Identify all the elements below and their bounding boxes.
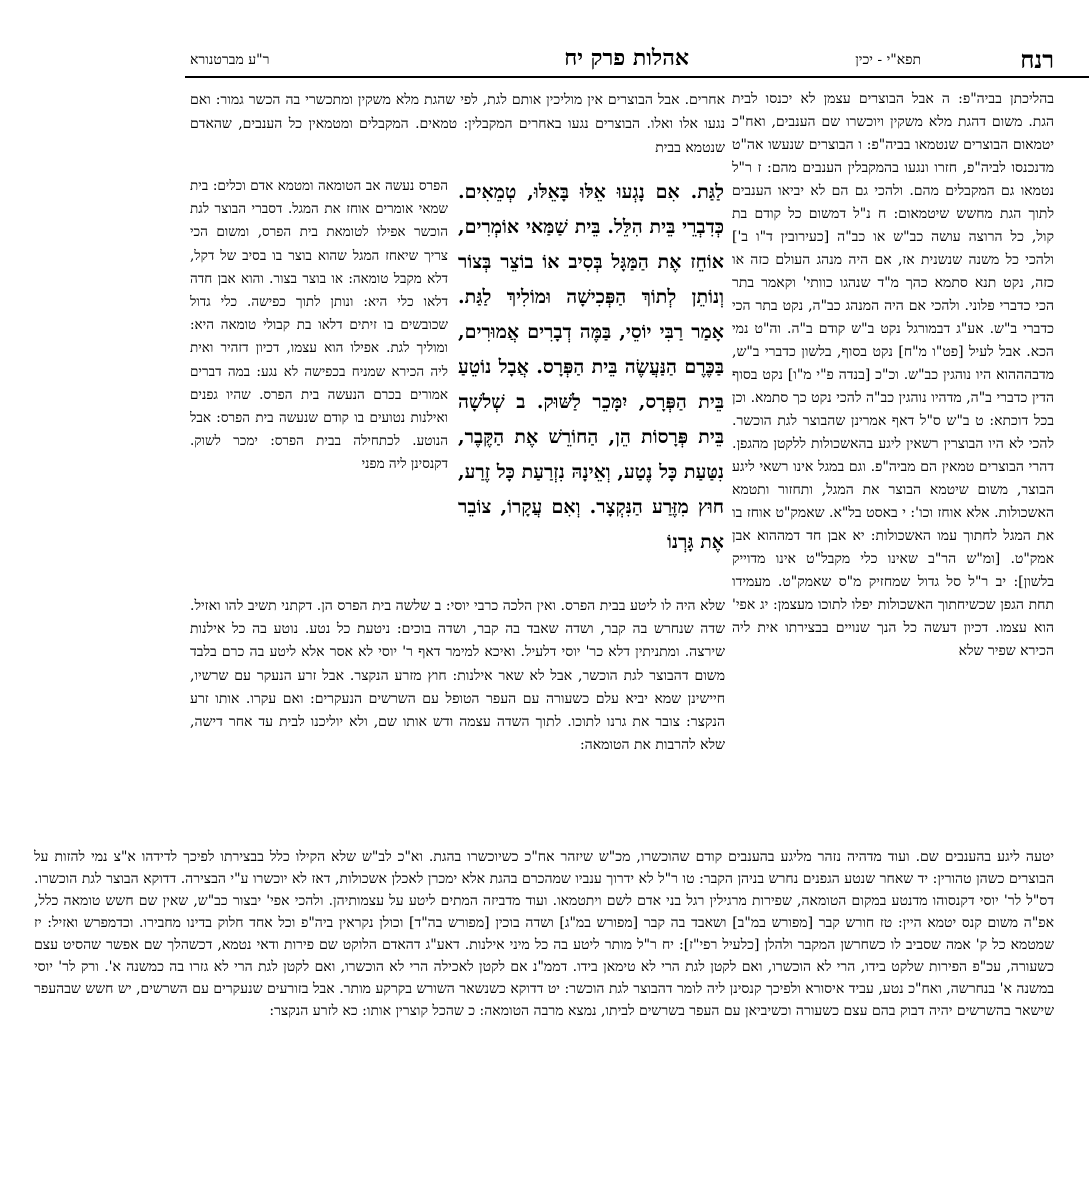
bartenura-side-column: הפרס נעשה אב הטומאה ומטמא אדם וכלים: בית שמאי אומרים אוחז את המגל. דסברי הבוצר לגת הוכשר אפילו לטומאת בית הפרס, ומשום הכי צריך שיאחז המגל שהוא בוצר בו בסיב של דקל, דלא מקבל טומאה: או בוצר בצור. והוא אבן חדה דלאו כלי היא: ונותן לתוך כפישה. כלי גדול שכובשים בו זיתים דלאו בת קבולי טומאה היא: ומוליך לגת. אפילו הוא עצמו, דכיון דזהיר ואית ליה הכירא שמניח בכפישה לא נגע: במה דברים אמורים בכרם הנעשה בית הפרס. שהיו גפנים ואילנות נטועים בו קודם שנעשה בית הפרס: אבל הנוטע. לכתחילה בבית הפרס: ימכר לשוק. דקנסינן ליה מפני — [190, 178, 448, 473]
mishnah-text: לַגַּת. אִם נָגְעוּ אֵלּוּ בָּאֵלּוּ, טְמֵאִים. כְּדִבְרֵי בֵּית הִלֵּל. בֵּית שַׁמַּאי אוֹמְרִים, אוֹחֵז אֶת הַמַּגָּל בְּסִיב אוֹ בוֹצֵר בְּצוֹר וְנוֹתֵן לְתוֹךְ הַפְּכִישָׁה וּמוֹלִיךְ לַגַּת. אָמַר רַבִּי יוֹסֵי, בַּמֶּה דְבָרִים אֲמוּרִים, בַּכֶּרֶם הַנַּעֲשֶׂה בֵּית הַפְּרָס. אֲבָל נוֹטֵעַ בֵּית הַפְּרָס, יִמָּכֵר לַשּׁוּק. ב שְׁלשָׁה בֵּית פְּרָסוֹת הֵן, הַחוֹרֵשׁ אֶת הַקֶּבֶר, נִטַּעַת כָּל נֶטַע, וְאֵינָהּ נִזְרַעַת כָּל זֶרַע, חוּץ מִזֶּרַע הַנִּקְצָר. וְאִם עֲקָרוֹ, צוֹבֵר אֶת גָּרְנוֹ — [458, 181, 724, 553]
footer-commentary: יטעה ליגע בהענבים שם. ועוד מדהיה נזהר מליגע בהענבים קודם שהוכשרו, מכ"ש שיזהר אח"כ כשיוכשרו בהגת. וא"כ לב"ש שלא הקילו כלל בבצירתו לפיכך לדידהו א"צ נמי להזות על הבוצרים כשהן טהורין: יד שאחר שנטע הגפנים נחרש בניהן הקבר: טו ר"ל לא ידרוך ענביו שמהכרם בהגת אלא ימכרן לאכלן אשכולות, דאז לא יוכשרו ע"י הבצירה. דדוקא הבוצר לגת הוכשרו. דס"ל לר' יוסי דקנסוהו מדנטע במקום הטומאה, שפירות מרגילין רגל בני אדם לשם ויתטמאו. ועוד מדביזה המתים ליטע על עצמותיהן. ולהכי אפי' יבצור כב"ש, שאין שם חשש טומאה כלל, אפ"ה משום קנס יטמא היין: טז חורש קבר [מפורש במ"ב] ושאבד בה קבר [מפורש במ"ג] ושדה בוכין [מפורש בה"ד] וכולן נקראין ביה"פ וכל אחד חלוק בדינו מחבירו. וכדמפרש ואזיל: יז שמטמא כל ק' אמה שסביב לו כשחרשן המקבר ולהלן [כלעיל רפי"ז]: יח ר"ל מותר ליטע בה כל מיני אילנות. דאע"ג דהאדם הלוקט שם פירות ודאי נטמא, דכשהלך שם אפשר שהסיט עצם כשעורה, עכ"פ הפירות שלקט בידו, הרי לא הוכשרו, ואם לקטן לגת הרי לא טימאן בידו. דממ"נ אם לקטן לאכילה הרי לא הוכשרו, ואם לקטן לגת הרי לא גזרו בה כמשנה א'. ורק לר' יוסי במשנה א' בנחרשה, ואח"כ נטע, עביד איסורא ולפיכך קנסינן ליה לומר דהבוצר לגת הוכשר: יט דדוקא כשנשאר השורש בקרקע מותר. אבל בזורעים שנעקרים עם השרשים, יש חשש שבהעפר שישאר בהשרשים יהיה דבוק בהם עצם כשעורה וכשיביאן עם העפר בשרשים לביתו, נמצא מרבה הטומאה: כ שהכל קוצרין אותו: כא לזרע הנקצר: — [34, 849, 1054, 1019]
page-title: אהלות פרק יח — [564, 45, 689, 71]
left-commentary-top: אחרים. אבל הבוצרים אין מוליכין אותם לגת, לפי שהגת מלא משקין ומתכשרי בה הכשר גמור: ואם נגעו אלו ואלו. הבוצרים נגעו באחרים המקבלין: טמאים. המקבלים ומטמאין כל הענבים, שהאדם שנטמא בבית — [190, 92, 725, 156]
page-number: רנח — [1020, 45, 1054, 74]
left-commentary-bottom: שלא היה לו ליטע בבית הפרס. ואין הלכה כרבי יוסי: ב שלשה בית הפרס הן. דקתני תשיב להו ואזיל. שדה שנחרש בה קבר, ושדה שאבד בה קבר, ושדה בוכים: ניטעת כל נטע. נוטע בה כל אילנות שירצה. ומתניתין דלא כר' יוסי דלעיל. ואיכא למימר דאף ר' יוסי לא אסר אלא ליטע בה כרם בלבד משום דהבוצר לגת הוכשר, אבל לא שאר אילנות: חוץ מזרע הנקצר. אבל זרע הנעקר עם שרשיו, חיישינן שמא יביא עלם כשעורה עם העפר הטופל עם השרשים הנעקרים: ואם עקרו. אותו זרע הנקצר: צובר את גרנו לתוכו. לתוך השדה עצמה ודש אותו שם, ולא יוליכנו לבית עד אחר דישה, שלא להרבות את הטומאה: — [190, 598, 725, 754]
commentary-label: תפא"י - יכין — [855, 52, 921, 68]
right-commentary-column: בהליכתן בביה"פ: ה אבל הבוצרים עצמן לא יכנסו לבית הגת. משום דהגת מלא משקין ויוכשרו שם הענבים, ואח"כ יטמאום הבוצרים שנטמאו בביה"פ: ו הבוצרים שנעשו אה"ט מדנכנסו לביה"פ, חזרו ונגעו בהמקבלין הענבים מהם: ז ר"ל נטמאו גם המקבלים מהם. ולהכי גם הם לא יביאו הענבים לתוך הגת מחשש שיטמאום: ח נ"ל דמשום כל קודם בת קול, כל הרוצה עושה כב"ש או כב"ה [כעירובין ד"ו ב'] ולהכי כל משנה שנשנית אז, אם היה מנהג העולם כזה או כזה, נקט תנא סתמא כהך מ"ד שנהגו כוותי' וקאמר בתר הכי כדברי פלוני. ולהכי אם היה המנהג כב"ה, נקט בתר הכי כדברי ב"ש. אע"ג דבמורגל נקט ב"ש קודם ב"ה. וה"ט נמי הכא. אבל לעיל [פט"ו מ"ח] נקט בסוף, בלשון כדברי ב"ש, מדבהההוא היו נוהגין כב"ש. וכ"כ [בנדה פ"י מ"ו] נקט בסוף הדין כדברי ב"ה, מדהיו נוהגין כב"ה להכי נקט כך סתמא. וכן בכל דוכתא: ט ב"ש ס"ל דאף אמרינן שהבוצר לגת הוכשר. להכי לא היו הבוצרין רשאין ליגע בהאשכולות ללקטן מהגפן. דהרי הבוצרים טמאין הם מביה"פ. וגם במגל אינו רשאי ליגע הבוצר, משום שיטמא הבוצר את המגל, ותחזור ותטמא האשכולות. אלא אוחז וכו': י באסט בל"א. שאמק"ט אוחז בו את המגל לחתוך עמו האשכולות: יא אבן חד דמההוא אבן אמק"ט. [ומ"ש הר"ב שאינו כלי מקבל"ט אינו מדוייק בלשון]: יב ר"ל סל גדול שמחזיק מ"ס שאמק"ט. מעמידו תחת הגפן שכשיחתוך האשכולות יפלו לתוכו מעצמן: יג אפי' הוא עצמו. דכיון דעשה כל הנך שנויים בבצירתו אית ליה הכירא שפיר שלא — [732, 91, 1054, 659]
bartenura-label: ר"ע מברטנורא — [190, 52, 270, 68]
header-rule — [185, 76, 1089, 78]
